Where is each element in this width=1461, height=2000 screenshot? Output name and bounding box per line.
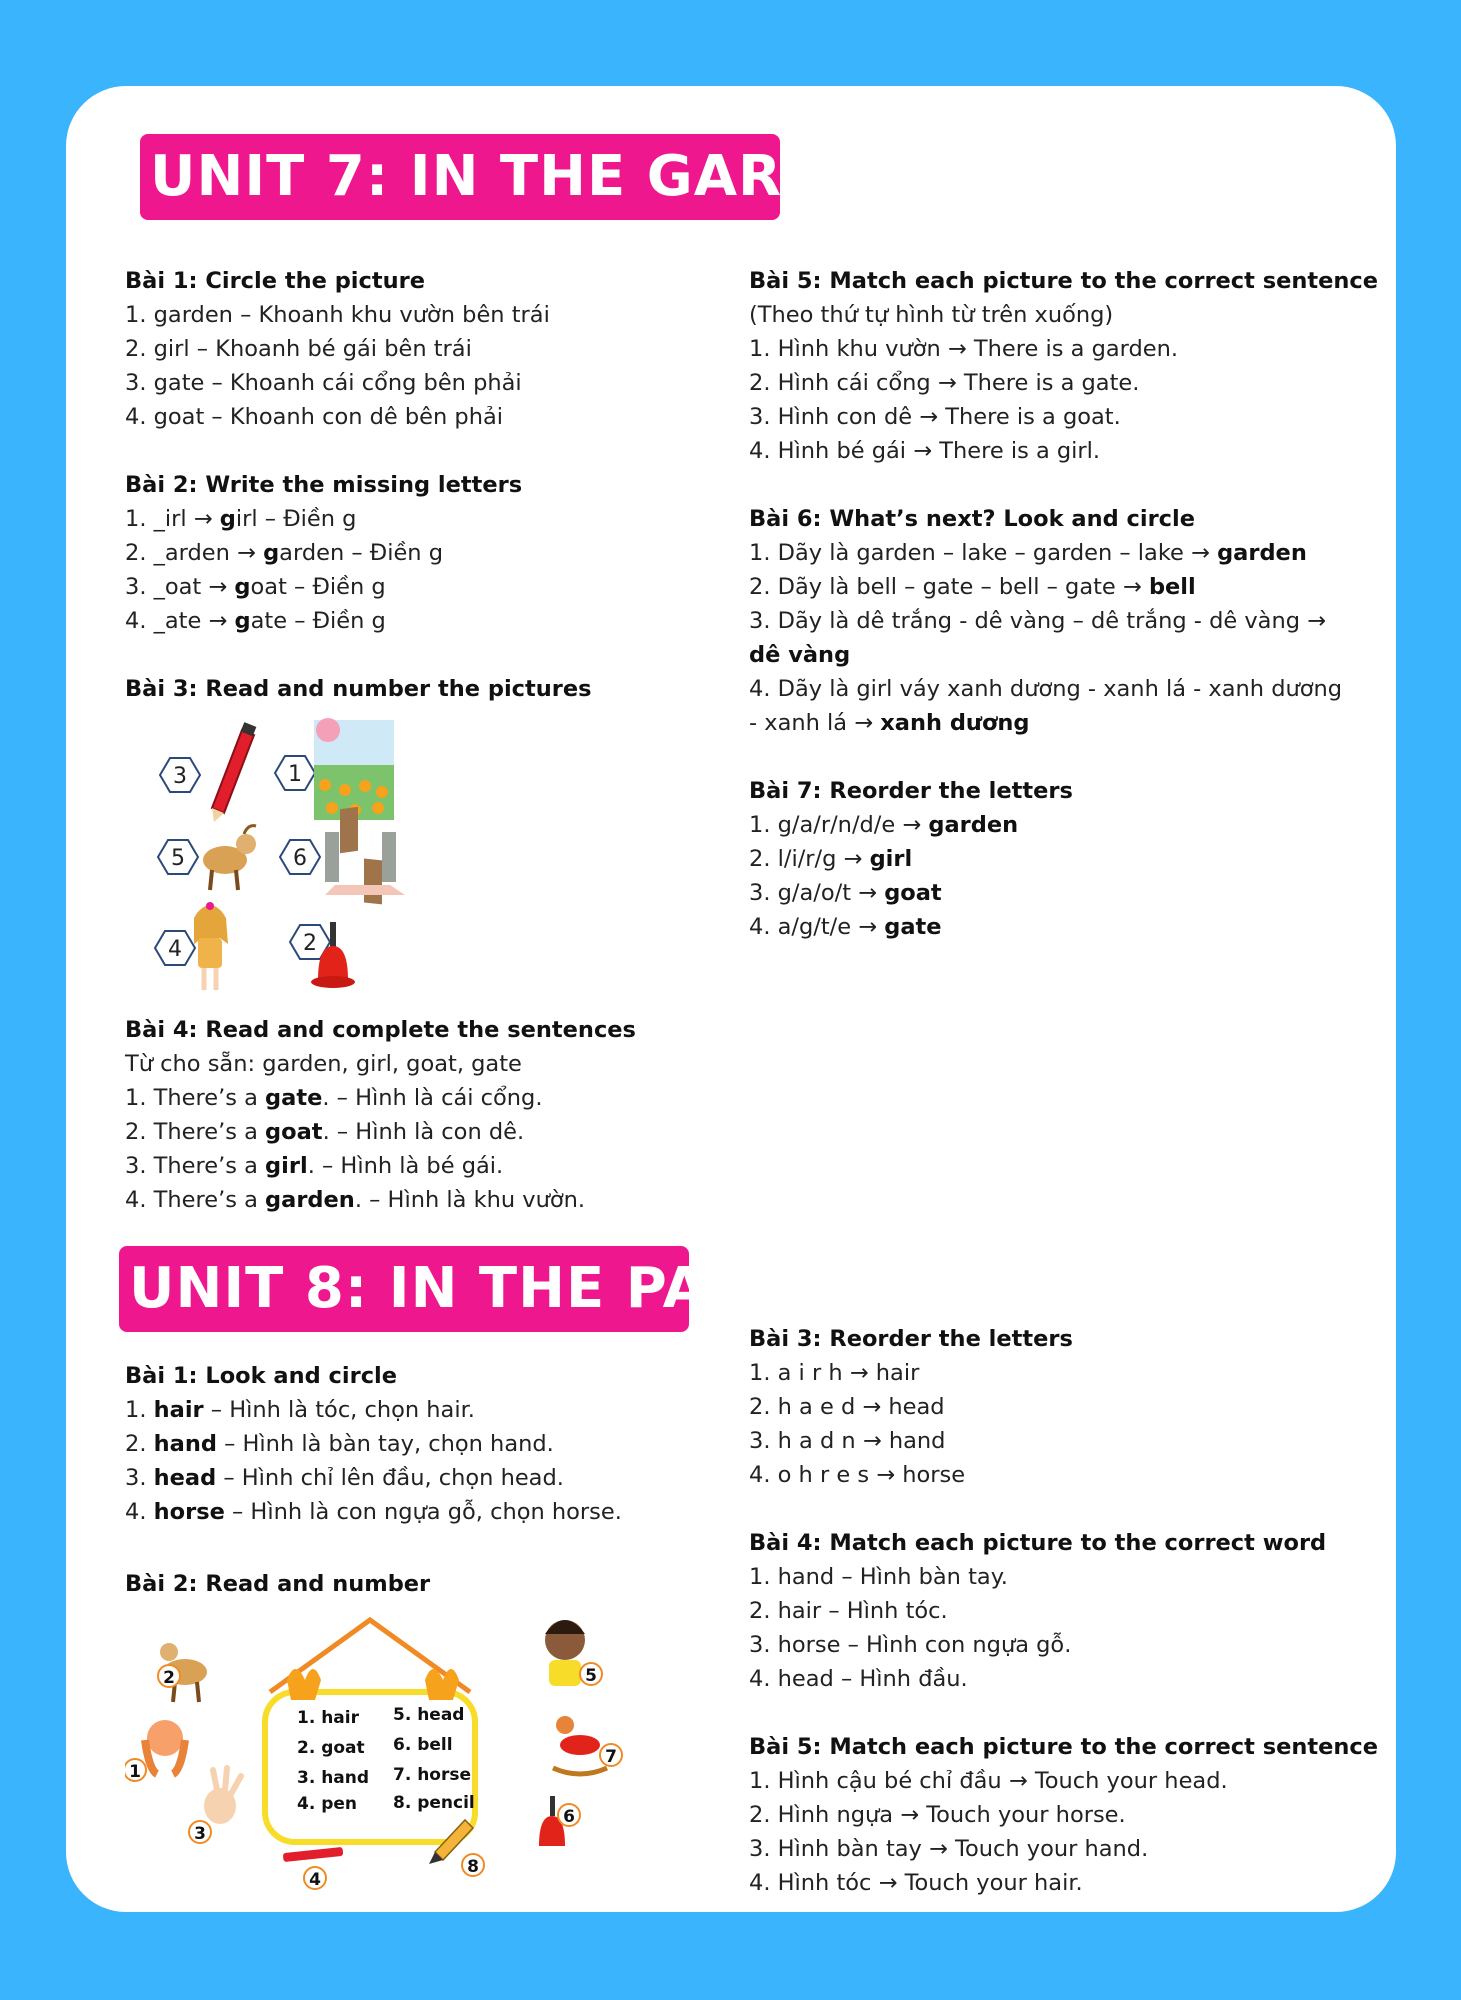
unit8-right-column <box>749 1322 1379 1900</box>
girl-hair-picture <box>145 1720 185 1774</box>
u7-bai1-title: Bài 1: Circle the picture <box>125 268 425 294</box>
svg-text:5: 5 <box>171 846 185 871</box>
unit7-right-column <box>749 264 1379 944</box>
u7-bai1-line: 4. goat – Khoanh con dê bên phải <box>125 404 504 430</box>
svg-text:1: 1 <box>288 762 302 787</box>
u7-bai2-line: 3. _oat → goat – Điền g <box>125 574 386 600</box>
circle-badge-5 <box>580 1663 602 1686</box>
unit7-title: UNIT 7: IN THE GARDEN <box>140 134 780 220</box>
hex-badge-1 <box>275 756 315 790</box>
svg-text:6: 6 <box>563 1807 575 1827</box>
circle-badge-1 <box>125 1759 146 1782</box>
u7-bai6-line: 1. Dãy là garden – lake – garden – lake → garden <box>749 540 1307 566</box>
unit7-left-column <box>125 264 725 706</box>
svg-text:3: 3 <box>194 1824 206 1844</box>
u7-bai2-line: 1. _irl → girl – Điền g <box>125 506 357 532</box>
circle-badge-8 <box>462 1854 484 1877</box>
u7-bai3-title: Bài 3: Read and number the pictures <box>125 676 592 702</box>
svg-text:4: 4 <box>309 1870 321 1890</box>
u7-bai7-line: 4. a/g/t/e → gate <box>749 914 942 940</box>
svg-text:3. hand: 3. hand <box>297 1768 370 1788</box>
girl-picture <box>194 902 228 990</box>
hex-badge-6 <box>280 840 320 874</box>
u7-bai5-line: 1. Hình khu vườn → There is a garden. <box>749 336 1179 362</box>
svg-text:7. horse: 7. horse <box>393 1765 472 1785</box>
svg-text:7: 7 <box>605 1747 617 1767</box>
svg-text:6: 6 <box>293 846 307 871</box>
hand-picture <box>204 1768 241 1824</box>
unit8-title: UNIT 8: IN THE PARK <box>119 1246 689 1332</box>
u8-bai5-line: 3. Hình bàn tay → Touch your hand. <box>749 1836 1149 1862</box>
goat-picture <box>203 826 256 890</box>
u8-bai1-line: 4. horse – Hình là con ngựa gỗ, chọn horse. <box>125 1499 622 1525</box>
u7-bai1-line: 1. garden – Khoanh khu vườn bên trái <box>125 302 550 328</box>
svg-text:2: 2 <box>303 931 317 956</box>
circle-badge-4 <box>304 1867 326 1890</box>
svg-text:2. goat: 2. goat <box>297 1738 365 1758</box>
u8-bai3-line: 4. o h r e s → horse <box>749 1462 966 1488</box>
boy-head-picture <box>545 1620 585 1686</box>
pen-picture <box>283 1847 344 1862</box>
u7-bai7-title: Bài 7: Reorder the letters <box>749 778 1073 804</box>
u8-bai2-title: Bài 2: Read and number <box>125 1571 431 1597</box>
u8-bai1-line: 2. hand – Hình là bàn tay, chọn hand. <box>125 1431 554 1457</box>
svg-text:4: 4 <box>168 937 182 962</box>
u8-bai3-line: 3. h a d n → hand <box>749 1428 946 1454</box>
u8-bai4-line: 3. horse – Hình con ngựa gỗ. <box>749 1632 1072 1658</box>
word-board <box>265 1620 475 1842</box>
u8-bai1-title: Bài 1: Look and circle <box>125 1363 398 1389</box>
u8-bai1-line: 3. head – Hình chỉ lên đầu, chọn head. <box>125 1465 564 1491</box>
svg-text:1: 1 <box>129 1762 141 1782</box>
svg-text:8. pencil: 8. pencil <box>393 1793 475 1813</box>
u7-bai4-line: 3. There’s a girl. – Hình là bé gái. <box>125 1153 504 1179</box>
u8-bai1-line: 1. hair – Hình là tóc, chọn hair. <box>125 1397 475 1423</box>
u7-bai4-line: 1. There’s a gate. – Hình là cái cổng. <box>125 1085 543 1111</box>
u8-bai3-line: 2. h a e d → head <box>749 1394 945 1420</box>
u8-bai4-title: Bài 4: Match each picture to the correct word <box>749 1530 1327 1556</box>
u7-bai5-line: 4. Hình bé gái → There is a girl. <box>749 438 1101 464</box>
u7-bai6-line: 4. Dãy là girl váy xanh dương - xanh lá - xanh dương - xanh lá → xanh dương <box>749 676 1343 736</box>
circle-badge-2 <box>158 1665 180 1688</box>
svg-text:5: 5 <box>585 1666 597 1686</box>
u8-bai5-line: 4. Hình tóc → Touch your hair. <box>749 1870 1083 1896</box>
u7-bai4-line: 2. There’s a goat. – Hình là con dê. <box>125 1119 525 1145</box>
hex-badge-5 <box>158 840 198 874</box>
u7-bai5-intro: (Theo thứ tự hình từ trên xuống) <box>749 302 1114 328</box>
svg-text:2: 2 <box>163 1668 175 1688</box>
u7-bai4-intro: Từ cho sẵn: garden, girl, goat, gate <box>125 1051 522 1077</box>
u8-bai4-line: 2. hair – Hình tóc. <box>749 1598 948 1624</box>
svg-text:1. hair: 1. hair <box>297 1708 359 1728</box>
unit8-left-column <box>125 1359 725 1601</box>
u8-bai5-line: 1. Hình cậu bé chỉ đầu → Touch your head. <box>749 1768 1228 1794</box>
svg-text:4. pen: 4. pen <box>297 1794 358 1814</box>
u7-bai3-pictures <box>150 710 440 1005</box>
u8-bai5-line: 2. Hình ngựa → Touch your horse. <box>749 1802 1126 1828</box>
u8-bai5-title: Bài 5: Match each picture to the correct sentence <box>749 1734 1379 1760</box>
gate-picture <box>325 807 405 905</box>
u8-bai2-picture <box>125 1610 645 1900</box>
circle-badge-7 <box>600 1744 622 1767</box>
horse-picture <box>553 1716 607 1774</box>
u7-bai5-line: 3. Hình con dê → There is a goat. <box>749 404 1121 430</box>
u7-bai7-line: 2. l/i/r/g → girl <box>749 846 913 872</box>
u7-bai2-line: 4. _ate → gate – Điền g <box>125 608 386 634</box>
u7-bai1-line: 2. girl – Khoanh bé gái bên trái <box>125 336 472 362</box>
svg-text:8: 8 <box>467 1857 479 1877</box>
garden-picture <box>314 718 394 820</box>
u7-bai6-title: Bài 6: What’s next? Look and circle <box>749 506 1195 532</box>
u7-bai6-line: 2. Dãy là bell – gate – bell – gate → bell <box>749 574 1196 600</box>
circle-badge-3 <box>189 1821 211 1844</box>
u7-bai1-line: 3. gate – Khoanh cái cổng bên phải <box>125 370 522 396</box>
u7-bai7-line: 3. g/a/o/t → goat <box>749 880 942 906</box>
circle-badge-6 <box>558 1804 580 1827</box>
u7-bai4-title: Bài 4: Read and complete the sentences <box>125 1017 636 1043</box>
u8-bai4-line: 4. head – Hình đầu. <box>749 1666 968 1692</box>
svg-text:5. head: 5. head <box>393 1705 465 1725</box>
pencil-picture <box>212 722 256 822</box>
hex-badge-4 <box>155 931 195 965</box>
u7-bai5-line: 2. Hình cái cổng → There is a gate. <box>749 370 1140 396</box>
u7-bai5-title: Bài 5: Match each picture to the correct sentence <box>749 268 1379 294</box>
u7-bai7-line: 1. g/a/r/n/d/e → garden <box>749 812 1019 838</box>
u8-bai4-line: 1. hand – Hình bàn tay. <box>749 1564 1008 1590</box>
u7-bai6-line: 3. Dãy là dê trắng - dê vàng – dê trắng - dê vàng → dê vàng <box>749 608 1327 668</box>
unit7-left-column-2 <box>125 1013 725 1217</box>
u7-bai4-line: 4. There’s a garden. – Hình là khu vườn. <box>125 1187 586 1213</box>
u7-bai2-title: Bài 2: Write the missing letters <box>125 472 523 498</box>
u8-bai3-title: Bài 3: Reorder the letters <box>749 1326 1073 1352</box>
hex-badge-3 <box>160 758 200 792</box>
u8-bai3-line: 1. a i r h → hair <box>749 1360 920 1386</box>
svg-text:6. bell: 6. bell <box>393 1735 453 1755</box>
svg-text:3: 3 <box>173 764 187 789</box>
u7-bai2-line: 2. _arden → garden – Điền g <box>125 540 443 566</box>
